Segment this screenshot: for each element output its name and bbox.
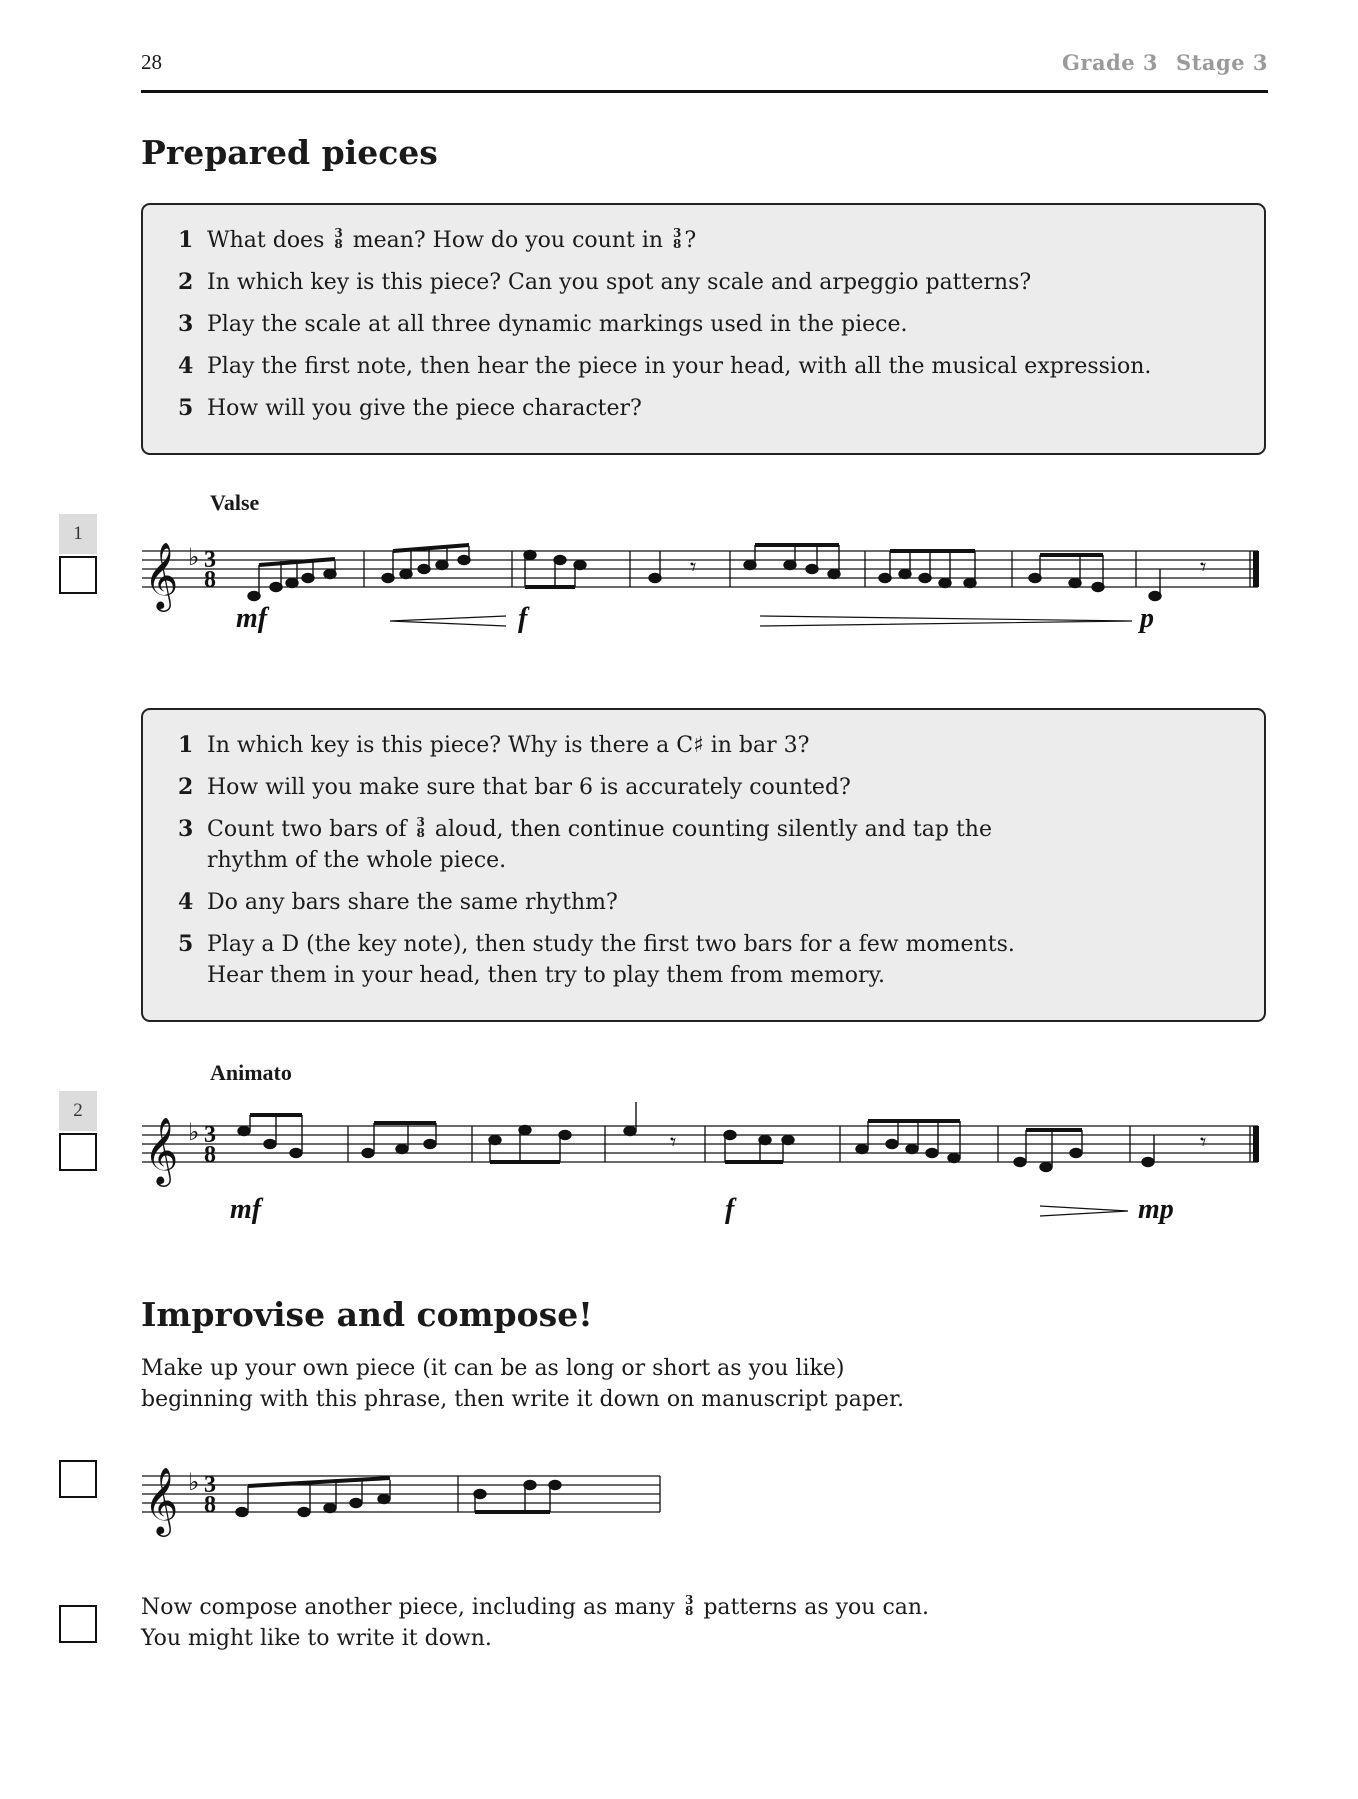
header-rule [141, 90, 1268, 93]
svg-text:3: 3 [204, 547, 216, 573]
page-number: 28 [141, 50, 162, 74]
piece-1-checkbox[interactable] [59, 556, 97, 594]
section-title-improvise: Improvise and compose! [141, 1295, 593, 1334]
section-title-prepared-pieces: Prepared pieces [141, 133, 438, 172]
questions-box-1 [141, 203, 1266, 455]
time-signature-fraction: 3 8 [684, 1593, 694, 1618]
improvise-intro: Make up your own piece (it can be as long or short as you like) beginning with this phrase, then write it down on manuscript paper. [141, 1356, 905, 1412]
compose-instruction: Now compose another piece, including as many 3 8 patterns as you can. You might like to write it down. [141, 1593, 930, 1651]
notes-piece-2 [238, 1102, 1154, 1172]
question-item: 4 Do any bars share the same rhythm? [178, 889, 618, 915]
svg-text:8: 8 [204, 567, 216, 593]
svg-text:3: 3 [204, 1472, 216, 1498]
svg-text:8: 8 [204, 1492, 216, 1518]
questions-box-2 [141, 708, 1266, 1022]
notes-piece-1 [248, 545, 1161, 601]
music-staff-piece-1 [140, 515, 1260, 655]
question-item: 4 Play the first note, then hear the piece in your head, with all the musical expression. [178, 353, 1152, 379]
piece-number-tab: 2 [59, 1091, 97, 1131]
dynamic-f: f [725, 1194, 735, 1225]
time-signature-fraction: 3 8 [334, 226, 343, 251]
svg-text:𝄾: 𝄾 [1200, 1130, 1207, 1156]
time-signature-fraction: 3 8 [416, 815, 425, 840]
question-item: 1 What does 3 8 mean? How do you count in 3 8 ? [178, 226, 697, 253]
dynamic-mf: mf [236, 603, 268, 634]
question-item: 1 In which key is this piece? Why is there a C♯ in bar 3? [178, 732, 810, 758]
music-staff-phrase [140, 1440, 670, 1540]
question-item: 3 Count two bars of 3 8 aloud, then continue counting silently and tap the rhythm of the whole piece. [178, 815, 992, 873]
grade-label: Grade 3 [1061, 50, 1159, 75]
tempo-marking: Animato [210, 1060, 292, 1085]
stage-label: Stage 3 [1176, 50, 1268, 75]
question-item: 2 How will you make sure that bar 6 is accurately counted? [178, 774, 851, 800]
piece-2-checkbox[interactable] [59, 1133, 97, 1171]
treble-clef-icon: 𝄞 [144, 1468, 179, 1533]
dynamic-p: p [1140, 603, 1154, 634]
music-staff-piece-2 [140, 1090, 1260, 1230]
flat-icon: ♭ [188, 1470, 200, 1496]
piece-number-tab: 1 [59, 514, 97, 554]
question-item: 3 Play the scale at all three dynamic markings used in the piece. [178, 311, 908, 337]
svg-text:𝄾: 𝄾 [690, 555, 697, 581]
tempo-marking: Valse [210, 490, 260, 515]
dynamic-mp: mp [1138, 1194, 1174, 1225]
header-grade-stage [1062, 50, 1268, 75]
svg-text:𝄾: 𝄾 [670, 1130, 677, 1156]
svg-text:𝄾: 𝄾 [1200, 555, 1207, 581]
phrase-checkbox[interactable] [59, 1460, 97, 1498]
dynamic-f: f [518, 603, 528, 634]
question-item: 5 Play a D (the key note), then study the first two bars for a few moments. Hear them in your head, then try to play them from memory. [178, 931, 1015, 988]
time-signature-fraction: 3 8 [673, 226, 682, 251]
flat-icon: ♭ [188, 545, 200, 571]
svg-text:8: 8 [204, 1142, 216, 1168]
treble-clef-icon: 𝄞 [144, 543, 179, 608]
treble-clef-icon: 𝄞 [144, 1118, 179, 1183]
svg-text:3: 3 [204, 1122, 216, 1148]
question-item: 2 In which key is this piece? Can you spot any scale and arpeggio patterns? [178, 269, 1032, 295]
compose-checkbox[interactable] [59, 1605, 97, 1643]
flat-icon: ♭ [188, 1120, 200, 1146]
dynamic-mf: mf [230, 1194, 262, 1225]
question-item: 5 How will you give the piece character? [178, 395, 642, 421]
